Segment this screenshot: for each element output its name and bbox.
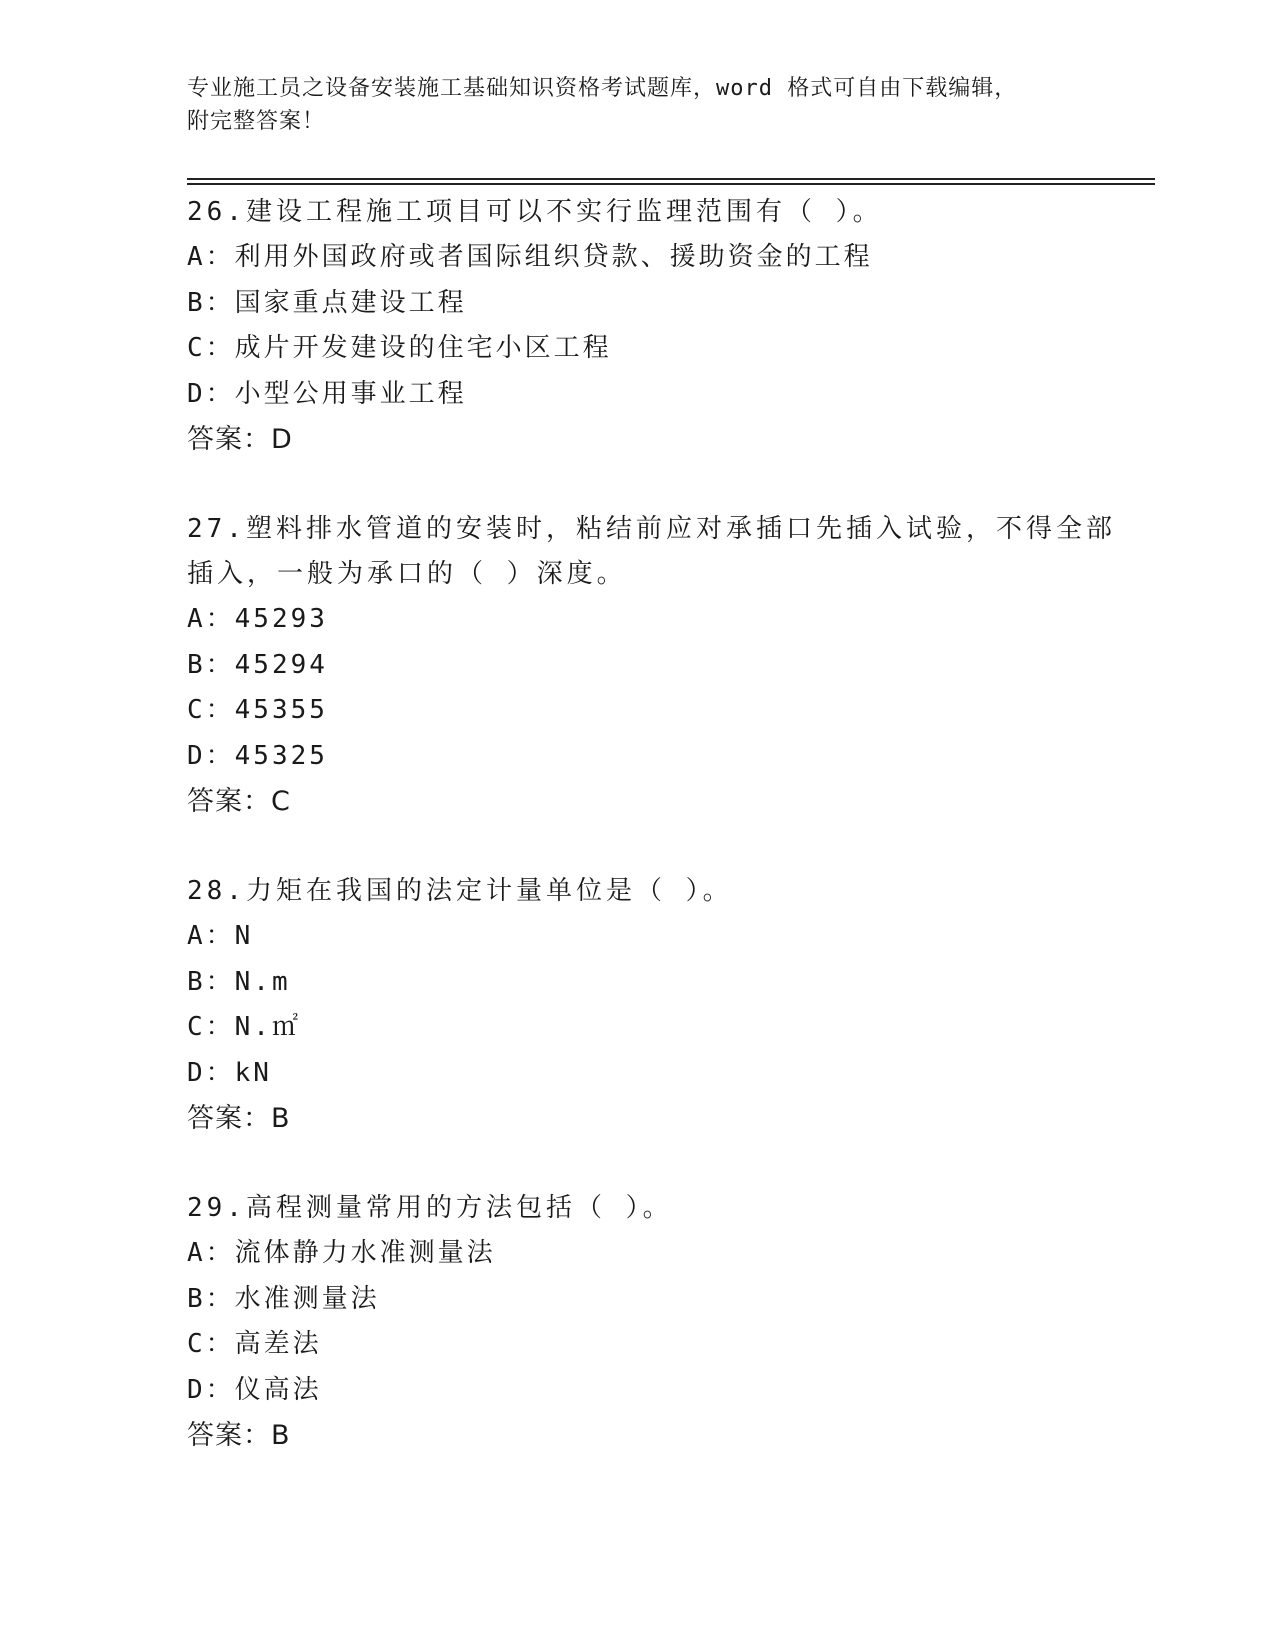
question-stem: 26.建设工程施工项目可以不实行监理范围有（ ）。 bbox=[187, 197, 883, 227]
option-c: C：45355 bbox=[187, 695, 328, 725]
question-29 bbox=[187, 1186, 1117, 1458]
question-stem: 29.高程测量常用的方法包括（ ）。 bbox=[187, 1193, 673, 1223]
header-divider-top bbox=[187, 178, 1155, 180]
question-28 bbox=[187, 869, 1117, 1141]
question-27 bbox=[187, 507, 1117, 824]
question-stem: 28.力矩在我国的法定计量单位是（ ）。 bbox=[187, 876, 733, 906]
option-a: A：45293 bbox=[187, 604, 328, 634]
answer-line: 答案：D bbox=[187, 424, 293, 455]
option-d: D：45325 bbox=[187, 740, 328, 771]
header-line-2: 附完整答案！ bbox=[187, 109, 326, 134]
option-c: C：高差法 bbox=[187, 1329, 322, 1359]
question-list bbox=[187, 190, 1117, 1503]
answer-line: 答案：B bbox=[187, 1103, 291, 1134]
option-b: B：国家重点建设工程 bbox=[187, 287, 467, 318]
option-b: B：水准测量法 bbox=[187, 1283, 380, 1314]
header-divider-bottom bbox=[187, 183, 1155, 185]
header-line-1: 专业施工员之设备安装施工基础知识资格考试题库，word 格式可自由下载编辑， bbox=[187, 76, 1018, 101]
option-d: D：小型公用事业工程 bbox=[187, 378, 467, 409]
option-a: A：流体静力水准测量法 bbox=[187, 1238, 496, 1268]
option-a: A：利用外国政府或者国际组织贷款、援助资金的工程 bbox=[187, 242, 873, 272]
option-c: C：N.㎡ bbox=[187, 1012, 301, 1042]
option-b: B：N.m bbox=[187, 966, 291, 997]
option-d: D：仪高法 bbox=[187, 1374, 322, 1405]
answer-line: 答案：B bbox=[187, 1420, 291, 1451]
question-stem: 27.塑料排水管道的安装时，粘结前应对承插口先插入试验，不得全部插入，一般为承口的（ ）深度。 bbox=[187, 514, 1116, 589]
option-a: A：N bbox=[187, 921, 254, 951]
question-26 bbox=[187, 190, 1117, 462]
answer-line: 答案：C bbox=[187, 786, 291, 817]
option-d: D：kN bbox=[187, 1057, 272, 1088]
option-c: C：成片开发建设的住宅小区工程 bbox=[187, 333, 612, 363]
option-b: B：45294 bbox=[187, 649, 328, 680]
document-header bbox=[187, 72, 1067, 138]
